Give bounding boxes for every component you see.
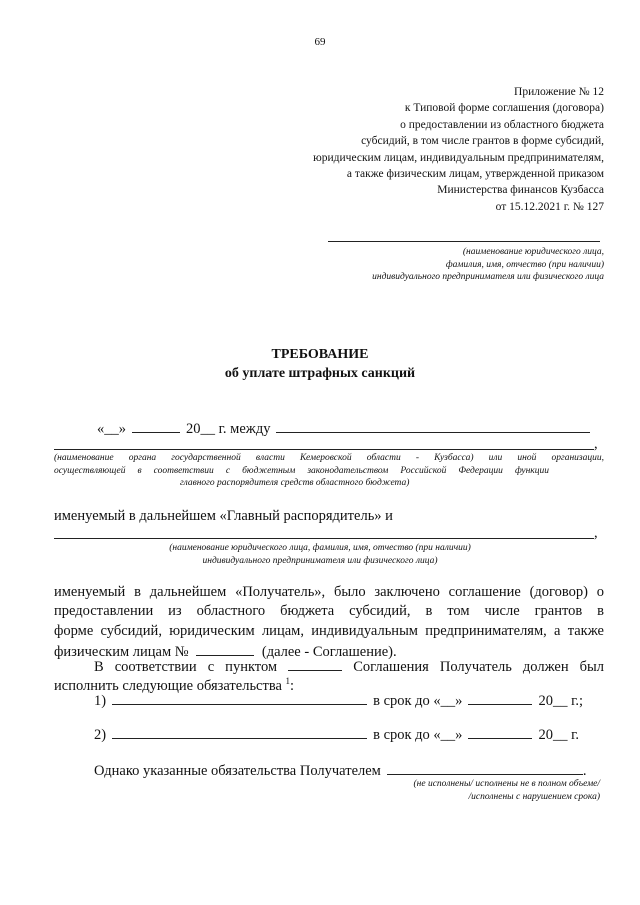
obligation-year[interactable]: 20__ г.	[538, 727, 579, 743]
colon: :	[290, 678, 295, 695]
footnote-marker: 1	[285, 676, 291, 687]
clause-tail: Соглашения Получатель должен был	[353, 659, 605, 675]
note-line: главного распорядителя средств областного бюджета)	[180, 478, 410, 488]
note-line: (наименование органа государственной власти Кемеровской области - Кузбасса) или иной организации,	[54, 453, 604, 463]
note-line: индивидуального предпринимателя или физического лица)	[202, 555, 438, 566]
obligation-deadline-label: в срок до «__»	[373, 727, 463, 743]
status-field[interactable]	[387, 760, 583, 775]
obligation-text-field[interactable]	[112, 690, 367, 705]
note-line: (наименование юридического лица,	[462, 247, 604, 257]
clause-number-field[interactable]	[288, 656, 342, 671]
recipient-name-note	[0, 542, 640, 567]
obligation-number: 1)	[94, 693, 107, 709]
obligation-row	[94, 690, 583, 710]
recipient-field-note	[184, 246, 604, 284]
note-line: (наименование юридического лица, фамилия, имя, отчество (при наличии)	[169, 543, 471, 553]
period: .	[582, 763, 587, 779]
comma: ,	[594, 436, 598, 452]
annex-line: субсидий, в том числе грантов в форме субсидий,	[361, 135, 604, 148]
annex-line: юридическим лицам, индивидуальным предпринимателям,	[313, 151, 604, 164]
paragraph-line: предоставлении из областного бюджета субсидий, в том числе грантов в	[54, 603, 604, 620]
page-number: 69	[314, 36, 326, 48]
note-line: осуществляющей в соответствии с бюджетным законодательством Российской Федерации функции	[54, 465, 549, 476]
paragraph-line: именуемый в дальнейшем «Получатель», было заключено соглашение (договор) о	[54, 584, 604, 600]
agreement-number-field[interactable]	[196, 641, 254, 656]
title-sub: об уплате штрафных санкций	[224, 366, 416, 381]
authority-name-line[interactable]	[54, 449, 594, 450]
recipient-line[interactable]	[54, 538, 594, 539]
date-line	[97, 418, 590, 438]
annex-line: Министерства финансов Кузбасса	[437, 184, 604, 197]
day-field[interactable]: «__»	[97, 421, 126, 437]
note-line: (не исполнены/ исполнены не в полном объеме/	[413, 779, 600, 789]
obligation-year[interactable]: 20__ г.;	[538, 693, 584, 709]
obligation-month-field[interactable]	[468, 690, 532, 705]
obligation-deadline-label: в срок до «__»	[373, 693, 463, 709]
annex-line: к Типовой форме соглашения (договора)	[404, 102, 604, 115]
annex-block	[184, 84, 604, 215]
paragraph-line	[54, 656, 604, 677]
however-line	[94, 760, 586, 780]
authority-field[interactable]	[276, 418, 590, 433]
annex-line: о предоставлении из областного бюджета	[400, 118, 604, 131]
annex-line: от 15.12.2021 г. № 127	[495, 200, 604, 213]
agreement-alias: (далее - Соглашение).	[261, 644, 397, 661]
agreement-number-label: физическим лицам №	[54, 644, 189, 661]
recipient-name-line[interactable]	[328, 241, 600, 242]
document-title	[0, 345, 640, 383]
however-text: Однако указанные обязательства Получателем	[94, 763, 381, 779]
authority-note	[54, 452, 604, 490]
note-line: /исполнены с нарушением срока)	[468, 791, 600, 802]
named-chief-text: именуемый в дальнейшем «Главный распорядитель» и	[54, 508, 393, 524]
clause-label: В соответствии с пунктом	[94, 659, 278, 675]
annex-line: Приложение № 12	[514, 86, 604, 98]
status-note	[240, 778, 600, 803]
comma: ,	[594, 525, 598, 541]
annex-line: а также физическим лицам, утвержденной приказом	[346, 168, 604, 181]
title-main: ТРЕБОВАНИЕ	[271, 347, 369, 362]
month-field[interactable]	[132, 418, 180, 433]
year-field[interactable]: 20__ г. между	[186, 421, 271, 437]
paragraph-line: форме субсидий, юридическим лицам, индивидуальным предпринимателям, а также	[54, 622, 604, 639]
obligation-text-field[interactable]	[112, 724, 367, 739]
obligation-month-field[interactable]	[468, 724, 532, 739]
note-line: индивидуального предпринимателя или физического лица	[372, 272, 604, 282]
obligation-number: 2)	[94, 727, 107, 743]
note-line: фамилия, имя, отчество (при наличии)	[445, 259, 604, 270]
agreement-paragraph	[54, 583, 604, 663]
obligation-row	[94, 724, 579, 744]
obligations-label: исполнить следующие обязательства	[54, 678, 282, 695]
